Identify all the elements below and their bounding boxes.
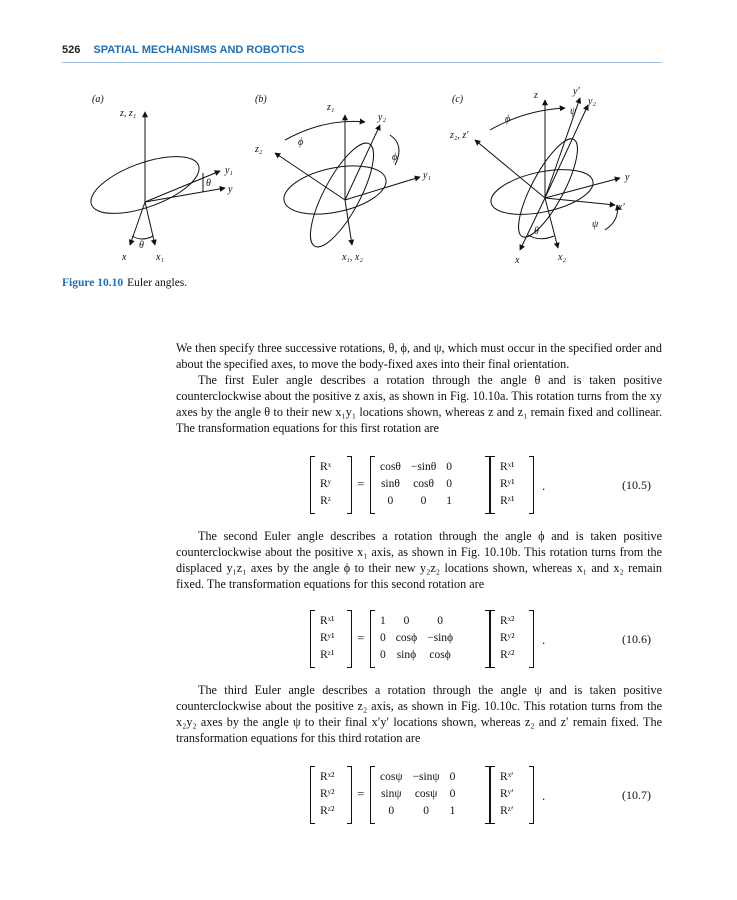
label-z-z1: z, z₁ (120, 108, 137, 119)
label-yp: y′ (573, 86, 580, 97)
eq1-equals: = (357, 476, 365, 491)
running-header (62, 44, 304, 56)
eq2-rhs-vector (490, 610, 534, 668)
eq2-rhs-1: Rʸ² (500, 631, 515, 644)
eq1-lhs-vector (310, 456, 352, 514)
eq3-rhs-0: Rˣ′ (500, 770, 514, 783)
eq2-rhs-2: Rᶻ² (500, 648, 515, 661)
paragraph-3: The second Euler angle describes a rotation through the angle ϕ and is taken positive counterclockwise about the positive x₁ axis, as shown in Fig. 10.10b. This rotation turns from the displaced y₁z₁ axes by the angle ϕ to their new y₂z₂ locations shown, whereas x₁ and x₂ remain fixed. The transformation equations for this second rotation are (176, 529, 662, 591)
eq3-m21: 0 (423, 804, 429, 817)
equation-number-10-5: (10.5) (622, 478, 651, 492)
eq3-lhs-0: Rˣ² (320, 770, 335, 783)
euler-angles-figure (60, 80, 660, 275)
label-theta-c: θ (534, 226, 539, 237)
eq1-m11: cosθ (413, 477, 434, 490)
label-x: x (122, 252, 127, 263)
eq2-m20: 0 (380, 648, 386, 661)
label-phi-b1: ϕ (298, 137, 304, 148)
eq3-m22: 1 (449, 804, 456, 817)
eq3-rotation-matrix (370, 766, 490, 824)
eq2-lhs-1: Rʸ¹ (320, 631, 335, 644)
eq3-rhs-1: Rʸ′ (500, 787, 514, 800)
paragraph-2: The first Euler angle describes a rotation through the angle θ and is taken positive counterclockwise about the positive z axis, as shown in Fig. 10.10a. This rotation turns from the xy axes by the angle θ to their new x₁y₁ locations shown, whereas z and z₁ remain fixed and collinear. The transformation equations for this first rotation are (176, 373, 662, 435)
eq1-m12: 0 (446, 477, 453, 490)
caption-label: Figure 10.10 (62, 277, 124, 289)
label-y2-b: y₂ (378, 112, 386, 123)
label-z2-b: z₂ (255, 144, 263, 155)
eq1-lhs-2: Rᶻ (320, 494, 331, 507)
page-number: 526 (62, 44, 81, 56)
eq2-lhs-vector (310, 610, 352, 668)
label-x1: x₁ (156, 252, 164, 263)
eq2-m11: cosϕ (395, 631, 418, 644)
header-rule (62, 62, 662, 63)
eq3-equals: = (357, 786, 365, 801)
eq3-m00: cosψ (380, 770, 403, 783)
equation-number-10-7: (10.7) (622, 788, 651, 802)
label-theta-a2: θ (139, 240, 144, 251)
eq1-m10: sinθ (380, 477, 400, 490)
paragraph-4: The third Euler angle describes a rotation through the angle ψ and is taken positive counterclockwise about the positive z₂ axis, as shown in Fig. 10.10c. This rotation turns from the x₂y₂ axes by the angle ψ to their final x′y′ locations shown, whereas z₂ and z′ remain fixed. The transformation equations for this third rotation are (176, 683, 662, 745)
eq1-m00: cosθ (380, 460, 401, 473)
label-z2-zp: z₂, z′ (450, 130, 469, 141)
eq3-m11: cosψ (414, 787, 438, 800)
label-xp: x′ (618, 202, 625, 213)
eq1-rhs-2: Rᶻ¹ (500, 494, 515, 507)
eq2-rhs-0: Rˣ² (500, 614, 515, 627)
label-theta-a: θ (206, 178, 211, 189)
eq3-rhs-2: Rᶻ′ (500, 804, 514, 817)
eq1-m22: 1 (446, 494, 453, 507)
eq1-m21: 0 (420, 494, 427, 507)
eq1-rhs-vector (490, 456, 534, 514)
eq1-rotation-matrix (370, 456, 490, 514)
eq2-equals: = (357, 630, 365, 645)
label-psi-c2: ψ (592, 219, 599, 230)
panel-b (254, 94, 431, 263)
eq1-m20: 0 (387, 494, 394, 507)
label-y2-c: y₂ (588, 96, 596, 107)
label-phi-c: ϕ (505, 114, 511, 125)
equation-number-10-6: (10.6) (622, 632, 651, 646)
eq2-m00: 1 (380, 614, 386, 627)
eq3-m12: 0 (449, 787, 456, 800)
eq1-rhs-0: Rˣ¹ (500, 460, 515, 473)
eq3-m01: −sinψ (412, 770, 440, 783)
eq2-m02: 0 (437, 614, 443, 627)
label-x1x2-b: x₁, x₂ (342, 252, 363, 263)
eq3-m02: 0 (449, 770, 456, 783)
eq2-m12: −sinϕ (427, 631, 454, 644)
label-z1-b: z₁ (327, 102, 335, 113)
eq2-rotation-matrix (370, 610, 490, 668)
panel-c (449, 86, 630, 266)
eq1-lhs-0: Rˣ (320, 460, 332, 473)
eq3-lhs-1: Rʸ² (320, 787, 335, 800)
paragraph-1: We then specify three successive rotations, θ, ϕ, and ψ, which must occur in the specified order and about the specified axes, to move the body-fixed axes into their final orientation. (176, 341, 662, 371)
label-z-c: z (534, 90, 538, 101)
panel-b-label: (b) (255, 94, 267, 105)
eq1-m01: −sinθ (410, 460, 437, 473)
label-x2-c: x₂ (558, 252, 566, 263)
eq1-lhs-1: Rʸ (320, 477, 332, 490)
label-x-c: x (515, 255, 520, 266)
eq2-m21: sinϕ (396, 648, 417, 661)
eq2-m10: 0 (380, 631, 386, 644)
eq2-lhs-2: Rᶻ¹ (320, 648, 335, 661)
label-y-c: y (625, 172, 630, 183)
eq2-m22: cosϕ (429, 648, 451, 661)
eq3-m10: sinψ (380, 787, 402, 800)
label-y: y (228, 184, 233, 195)
eq2-m01: 0 (403, 614, 410, 627)
eq3-m20: 0 (388, 804, 395, 817)
caption-text: Euler angles. (127, 277, 188, 289)
label-y1-b: y₁ (423, 170, 431, 181)
eq3-lhs-vector (310, 766, 352, 824)
section-title: SPATIAL MECHANISMS AND ROBOTICS (93, 44, 305, 56)
figure-caption (62, 277, 187, 289)
eq3-rhs-vector (490, 766, 534, 824)
panel-c-label: (c) (452, 94, 464, 105)
label-y1: y₁ (225, 165, 233, 176)
eq2-lhs-0: Rˣ¹ (320, 614, 335, 627)
panel-a (84, 94, 233, 263)
eq3-lhs-2: Rᶻ² (320, 804, 335, 817)
panel-a-label: (a) (92, 94, 104, 105)
eq1-m02: 0 (446, 460, 453, 473)
eq1-rhs-1: Rʸ¹ (500, 477, 515, 490)
label-phi-b2: ϕ (392, 152, 398, 163)
label-psi-c1: ψ (570, 106, 577, 117)
